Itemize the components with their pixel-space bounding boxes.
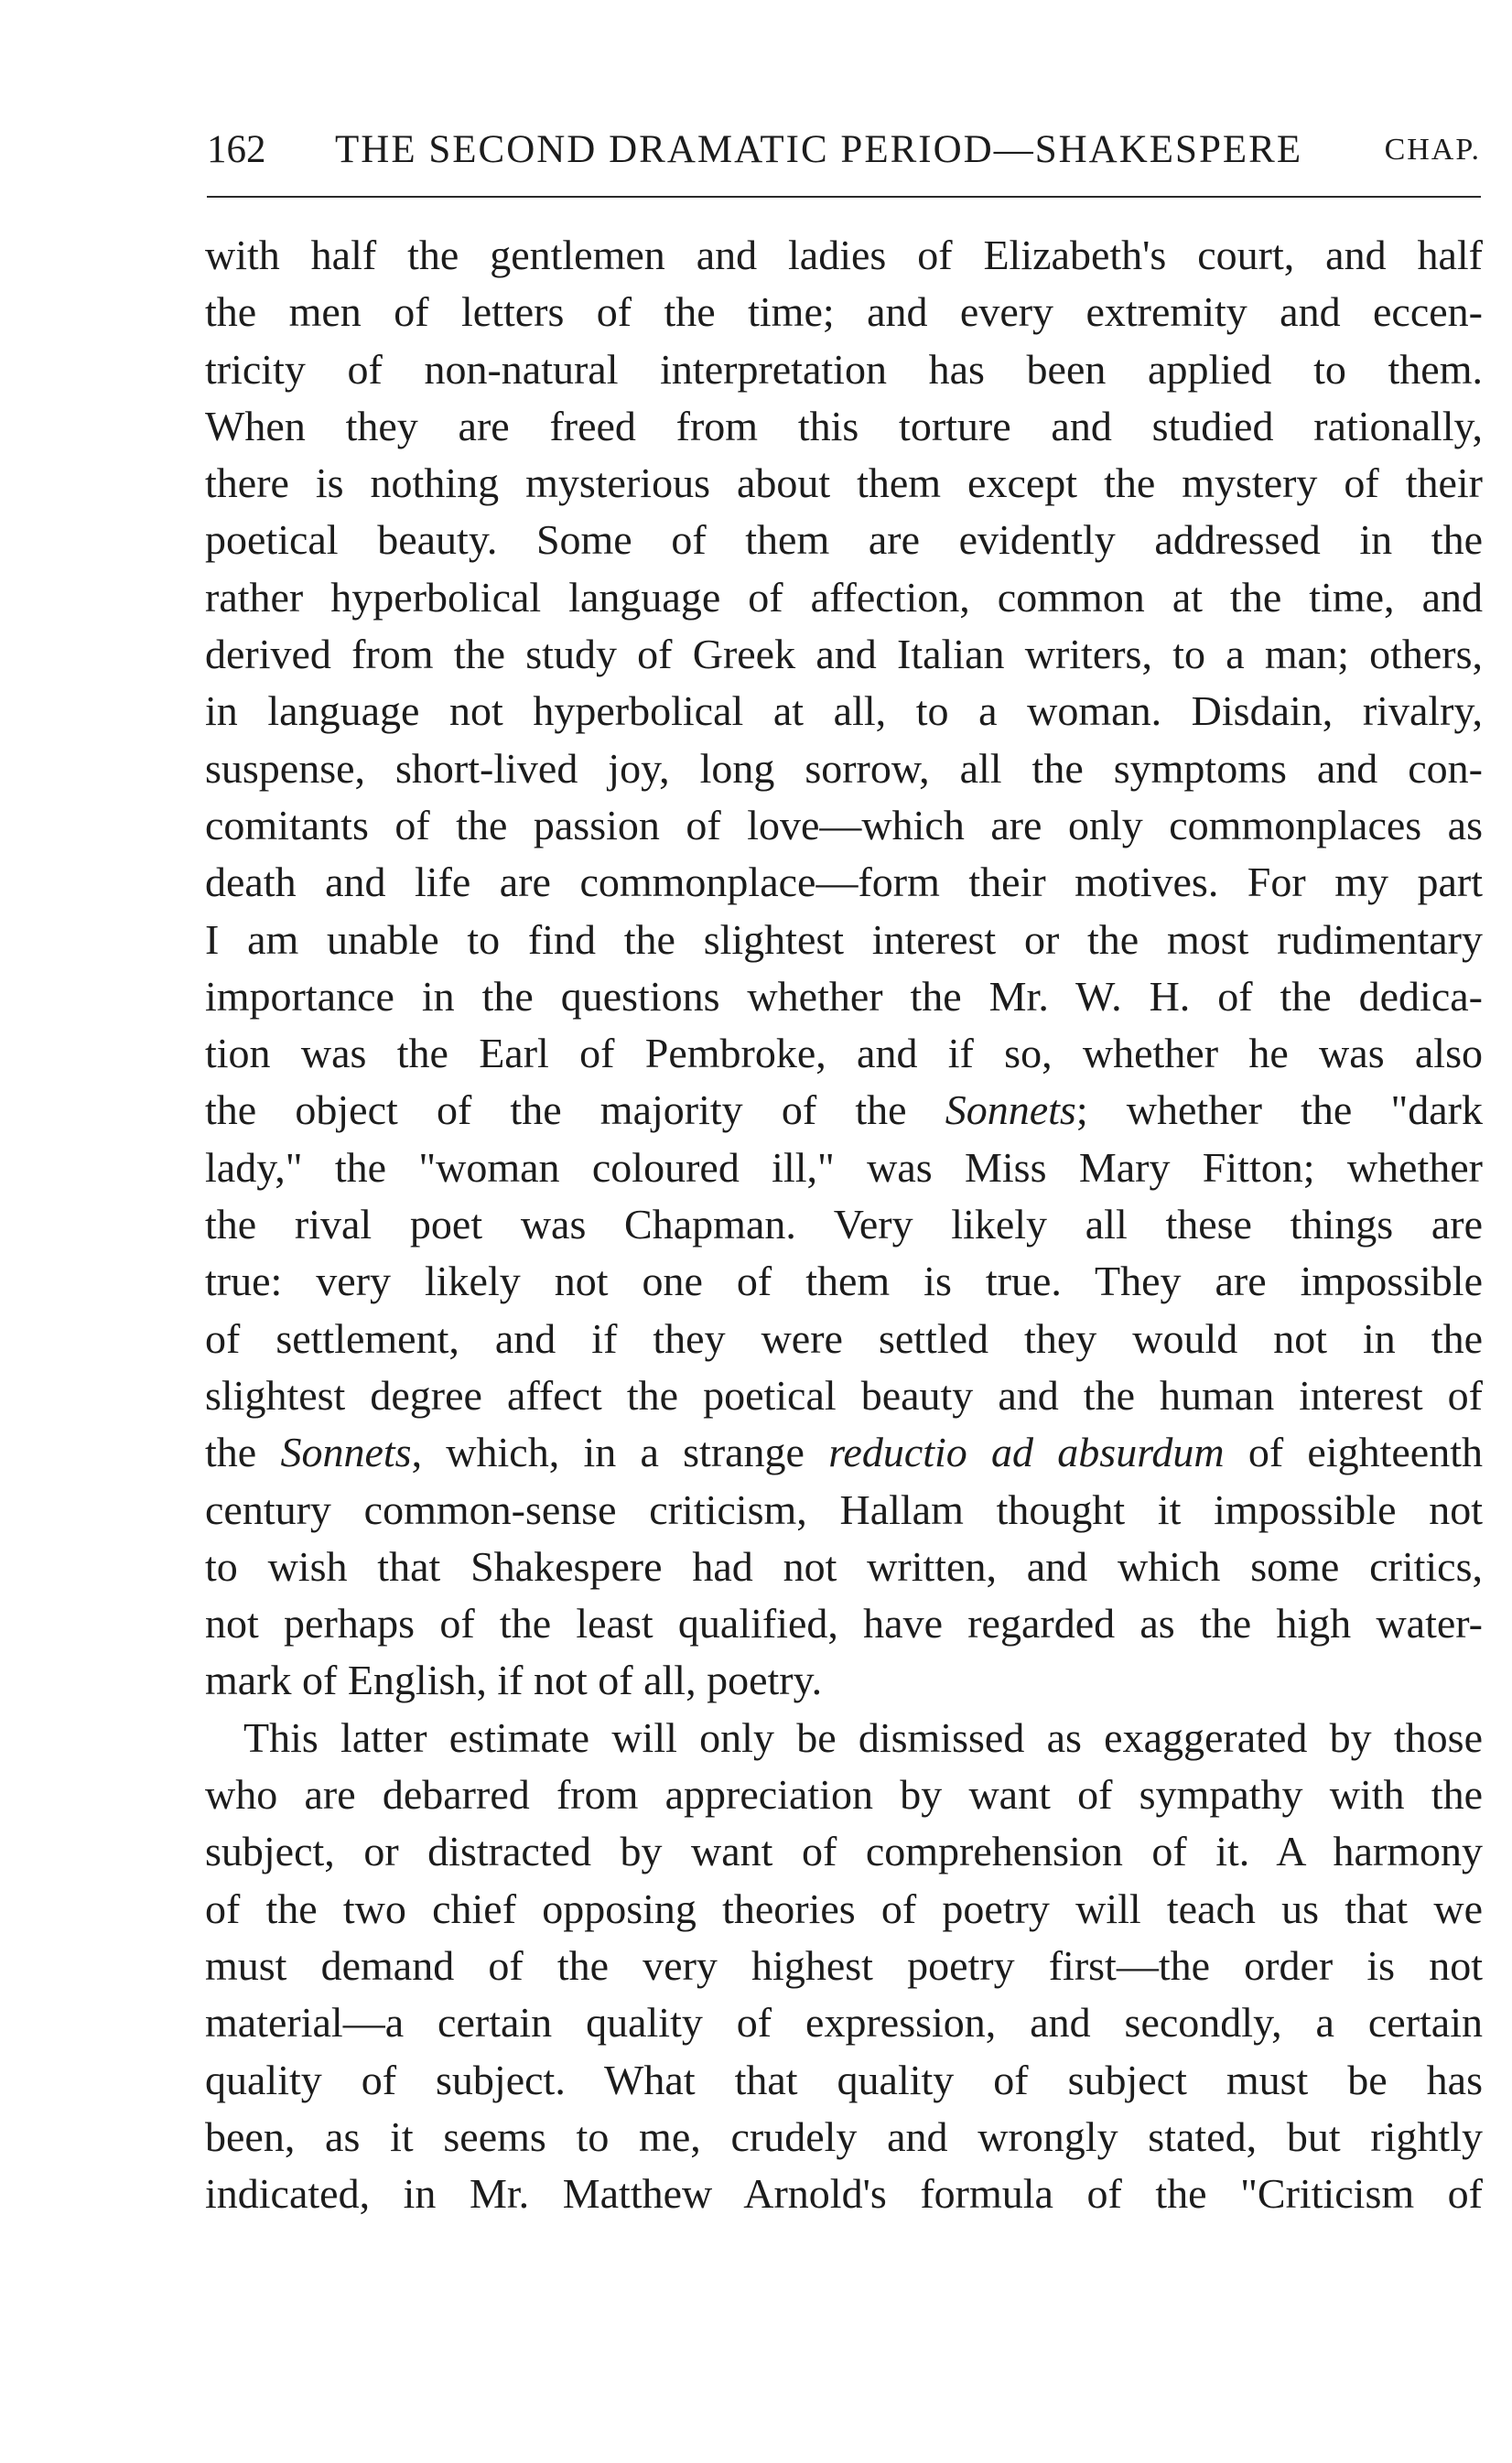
text-line: true: very likely not one of them is true. They are impossible — [205, 1258, 1483, 1305]
paragraph-2 — [205, 1710, 1483, 2223]
text-line: been, as it seems to me, crudely and wrongly stated, but rightly — [205, 2112, 1483, 2160]
page-header — [207, 121, 1481, 179]
text-line: indicated, in Mr. Matthew Arnold's formula of the "Criticism of — [205, 2170, 1483, 2218]
text-line: the men of letters of the time; and every extremity and eccen- — [205, 288, 1483, 336]
text-run: of eighteenth — [1224, 1429, 1484, 1476]
text-line — [205, 1424, 1483, 1481]
text-line: When they are freed from this torture and studied rationally, — [205, 402, 1483, 449]
text-line: of settlement, and if they were settled they would not in the — [205, 1314, 1483, 1362]
text-line: to wish that Shakespere had not written, and which some critics, — [205, 1542, 1483, 1590]
text-line: suspense, short-lived joy, long sorrow, all the symptoms and con- — [205, 744, 1483, 792]
text-line: century common-sense criticism, Hallam thought it impossible not — [205, 1485, 1483, 1533]
header-rule — [207, 196, 1481, 198]
text-line: mark of English, if not of all, poetry. — [205, 1657, 823, 1704]
text-line: of the two chief opposing theories of poetry will teach us that we — [205, 1885, 1483, 1932]
body-text — [205, 227, 1483, 2222]
text-line: material—a certain quality of expression, and secondly, a certain — [205, 1999, 1483, 2047]
italic-title: Sonnets — [280, 1429, 412, 1476]
text-run: the object of the majority of the — [205, 1086, 945, 1134]
text-line: tricity of non-natural interpretation has been applied to them. — [205, 345, 1483, 393]
running-head: THE SECOND DRAMATIC PERIOD—SHAKESPERE — [335, 128, 1303, 171]
text-line: death and life are commonplace—form their motives. For my part — [205, 859, 1483, 906]
text-run: the — [205, 1429, 281, 1476]
text-line: This latter estimate will only be dismissed as exaggerated by those — [243, 1713, 1483, 1761]
text-line: lady," the "woman coloured ill," was Miss Mary Fitton; whether — [205, 1143, 1483, 1191]
text-line: rather hyperbolical language of affection, common at the time, and — [205, 573, 1483, 621]
text-line: derived from the study of Greek and Italian writers, to a man; others, — [205, 631, 1483, 678]
text-line: poetical beauty. Some of them are evidently addressed in the — [205, 516, 1483, 564]
text-line: quality of subject. What that quality of subject must be has — [205, 2056, 1483, 2103]
text-line: in language not hyperbolical at all, to a woman. Disdain, rivalry, — [205, 687, 1483, 735]
text-line: importance in the questions whether the Mr. W. H. of the dedica- — [205, 972, 1483, 1020]
italic-title: Sonnets — [945, 1086, 1076, 1134]
text-line: subject, or distracted by want of comprehension of it. A harmony — [205, 1828, 1483, 1875]
chapter-mark: CHAP. — [1384, 133, 1481, 167]
text-line: slightest degree affect the poetical beauty and the human interest of — [205, 1371, 1483, 1419]
text-line: who are debarred from appreciation by want of sympathy with the — [205, 1771, 1483, 1819]
text-line: must demand of the very highest poetry first—the order is not — [205, 1941, 1483, 1989]
text-line: with half the gentlemen and ladies of Elizabeth's court, and half — [205, 232, 1483, 278]
text-run: , which, in a strange — [411, 1429, 829, 1476]
text-run: ; whether the "dark — [1075, 1086, 1483, 1134]
text-line: not perhaps of the least qualified, have regarded as the high water- — [205, 1600, 1483, 1647]
text-line: there is nothing mysterious about them except the mystery of their — [205, 459, 1483, 507]
text-line: I am unable to find the slightest interest or the most rudimentary — [205, 915, 1483, 963]
text-line: the rival poet was Chapman. Very likely all these things are — [205, 1201, 1483, 1248]
paragraph-1 — [205, 227, 1483, 1710]
text-line — [205, 1082, 1483, 1139]
italic-phrase: reductio ad absurdum — [828, 1429, 1225, 1476]
text-line: comitants of the passion of love—which are only commonplaces as — [205, 801, 1483, 848]
page-number: 162 — [207, 128, 266, 171]
text-line: tion was the Earl of Pembroke, and if so, whether he was also — [205, 1030, 1483, 1077]
